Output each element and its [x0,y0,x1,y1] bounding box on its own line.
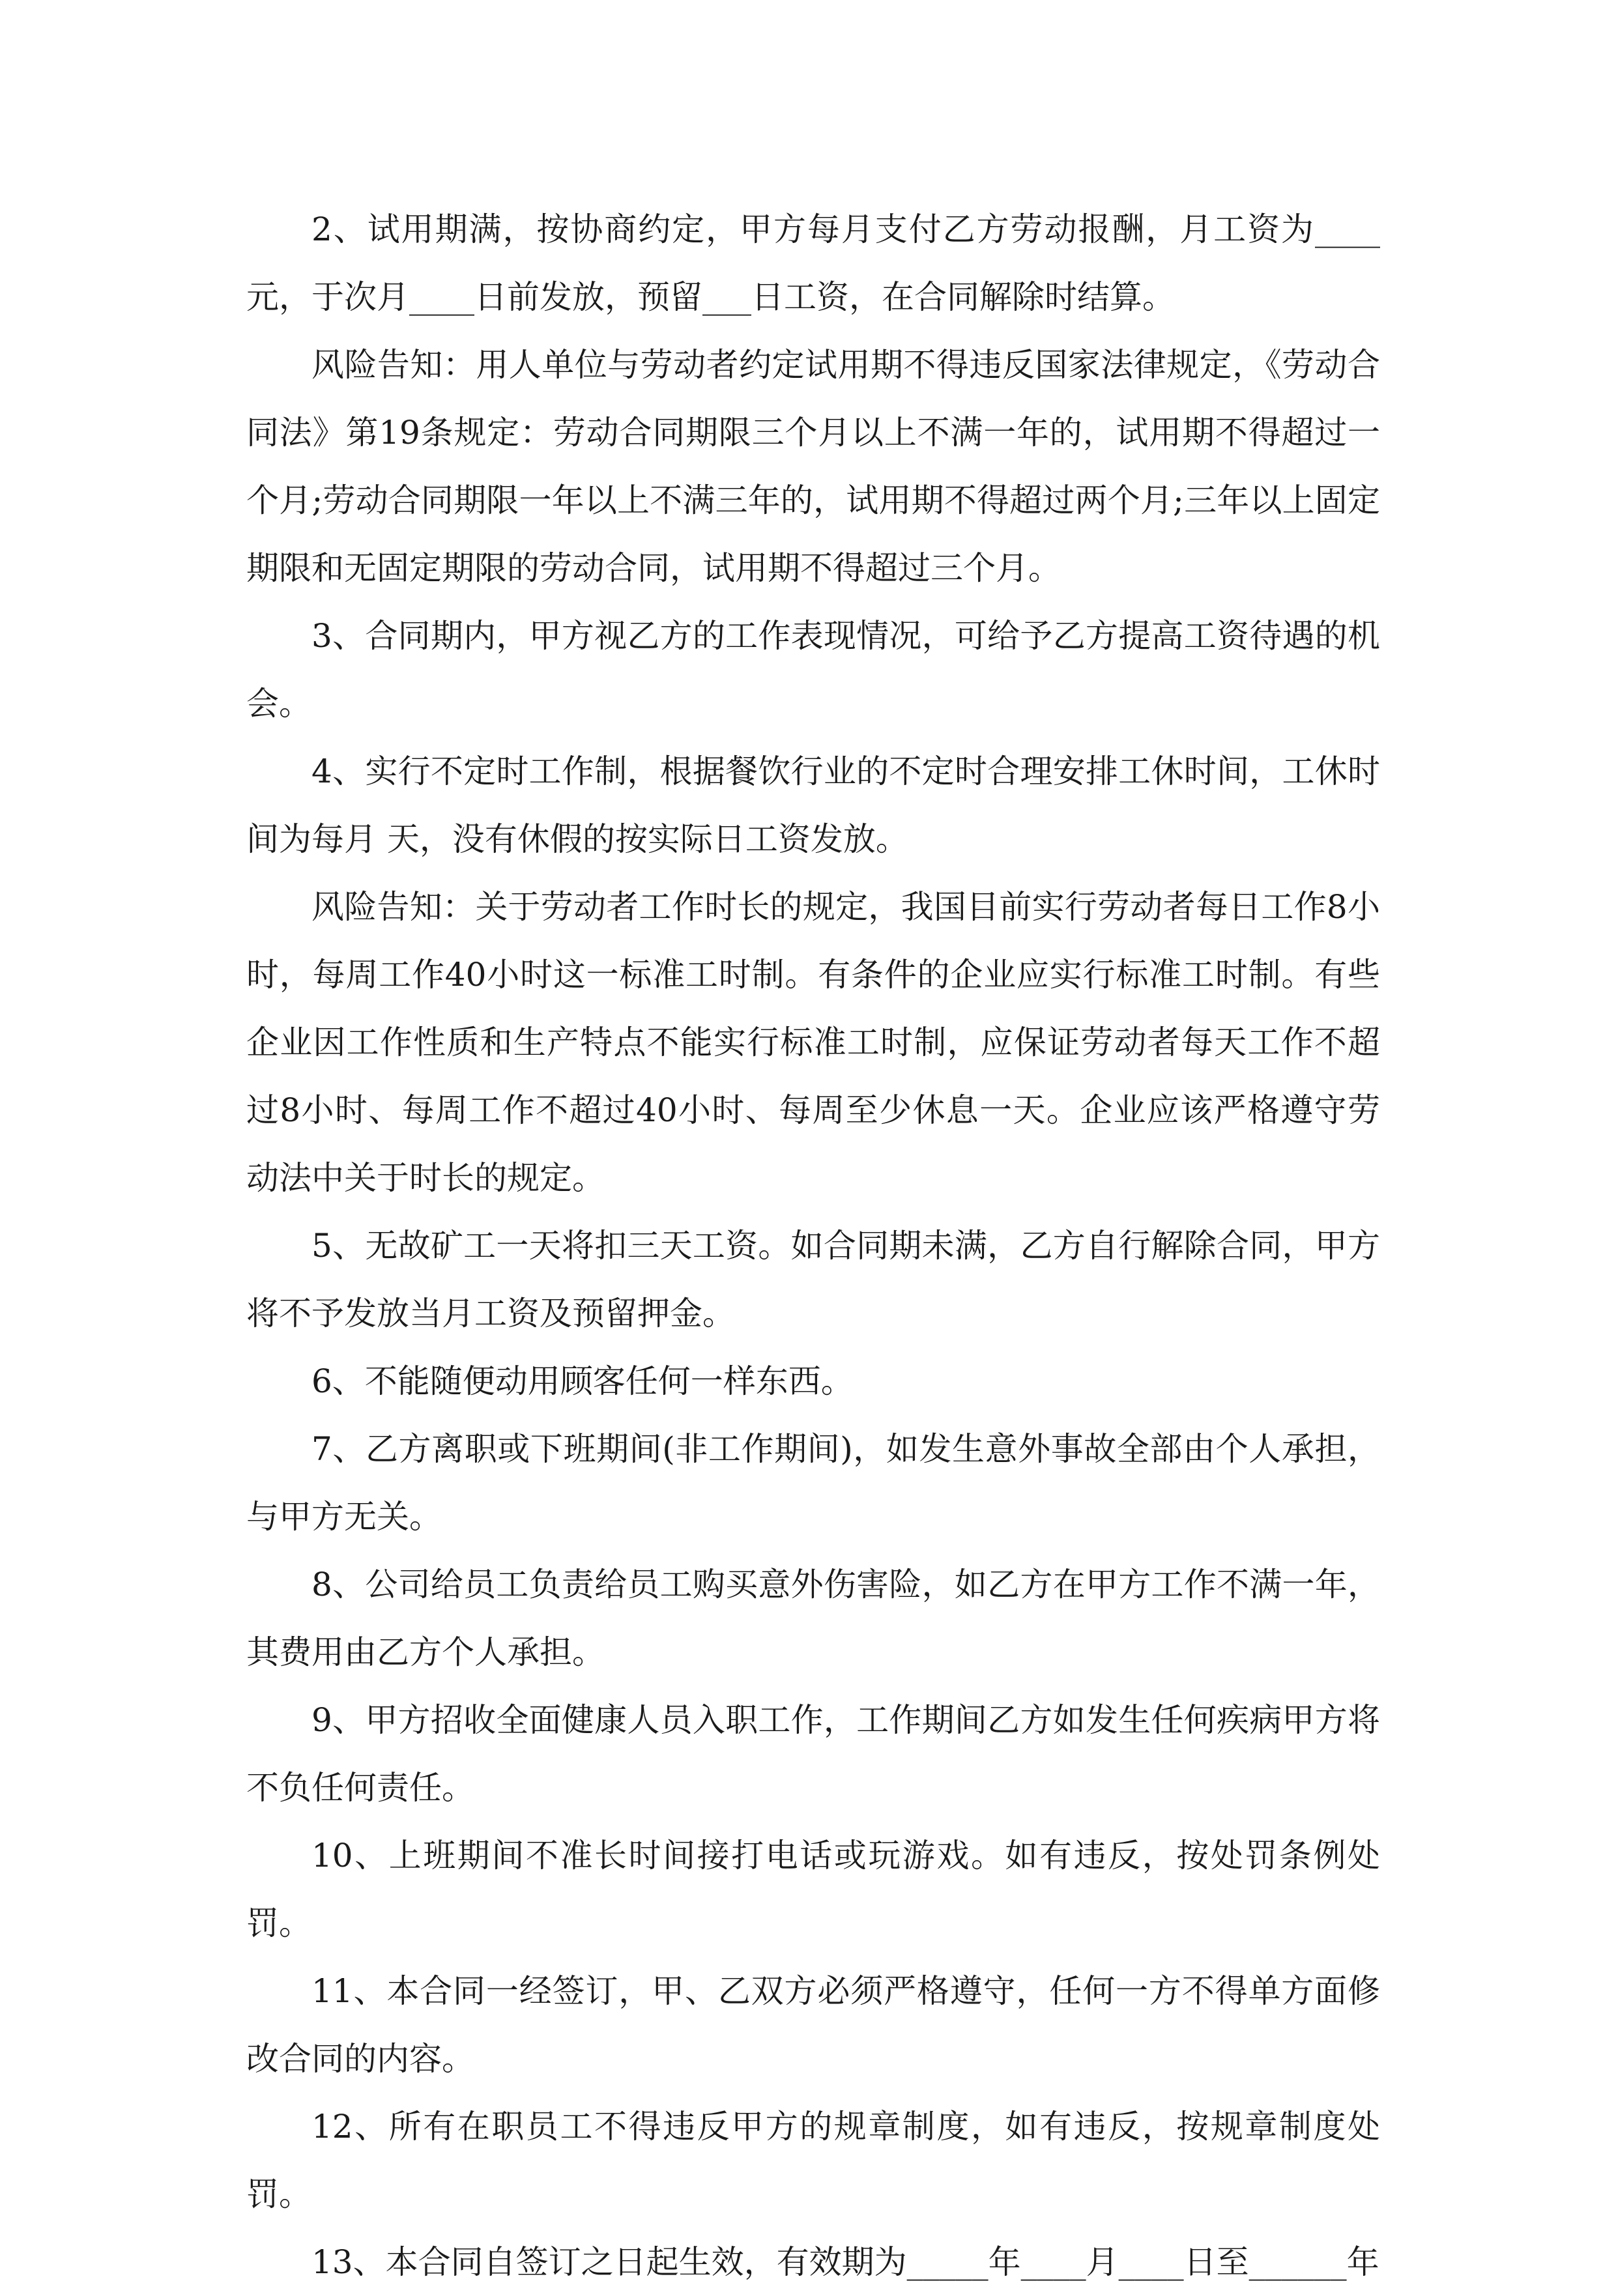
paragraph-clause-3: 3、合同期内，甲方视乙方的工作表现情况，可给予乙方提高工资待遇的机会。 [246,617,1380,723]
paragraph-clause-6: 6、不能随便动用顾客任何一样东西。 [311,1362,854,1400]
paragraph-clause-9: 9、甲方招收全面健康人员入职工作，工作期间乙方如发生任何疾病甲方将不负任何责任。 [246,1701,1380,1807]
paragraph-risk-notice-probation: 风险告知：用人单位与劳动者约定试用期不得违反国家法律规定，《劳动合同法》第19条规定：劳动合同期限三个月以上不满一年的，试用期不得超过一个月;劳动合同期限一年以上不满三年的，试用期不得超过两个月;三年以上固定期限和无固定期限的劳动合同，试用期不得超过三个月。 [246,346,1380,587]
paragraph-clause-12: 12、所有在职员工不得违反甲方的规章制度，如有违反，按规章制度处罚。 [246,2108,1380,2213]
paragraph-clause-2: 2、试用期满，按协商约定，甲方每月支付乙方劳动报酬，月工资为____元，于次月____日前发放，预留___日工资，在合同解除时结算。 [246,210,1380,316]
paragraph-clause-10: 10、上班期间不准长时间接打电话或玩游戏。如有违反，按处罚条例处罚。 [246,1837,1380,1942]
paragraph-risk-notice-working-hours: 风险告知：关于劳动者工作时长的规定，我国目前实行劳动者每日工作8小时，每周工作40小时这一标准工时制。有条件的企业应实行标准工时制。有些企业因工作性质和生产特点不能实行标准工时制，应保证劳动者每天工作不超过8小时、每周工作不超过40小时、每周至少休息一天。企业应该严格遵守劳动法中关于时长的规定。 [246,888,1380,1197]
paragraph-clause-11: 11、本合同一经签订，甲、乙双方必须严格遵守，任何一方不得单方面修改合同的内容。 [246,1972,1380,2078]
paragraph-clause-13: 13、本合同自签订之日起生效，有效期为_____年____月____日至______年 [311,2243,1379,2281]
document-body [246,195,1380,2296]
paragraph-clause-4: 4、实行不定时工作制，根据餐饮行业的不定时合理安排工休时间，工休时间为每月 天，没有休假的按实际日工资发放。 [246,753,1380,858]
paragraph-clause-7: 7、乙方离职或下班期间(非工作期间)，如发生意外事故全部由个人承担，与甲方无关。 [246,1430,1380,1536]
paragraph-clause-5: 5、无故矿工一天将扣三天工资。如合同期未满，乙方自行解除合同，甲方将不予发放当月工资及预留押金。 [246,1227,1380,1332]
paragraph-clause-8: 8、公司给员工负责给员工购买意外伤害险，如乙方在甲方工作不满一年，其费用由乙方个人承担。 [246,1566,1380,1671]
